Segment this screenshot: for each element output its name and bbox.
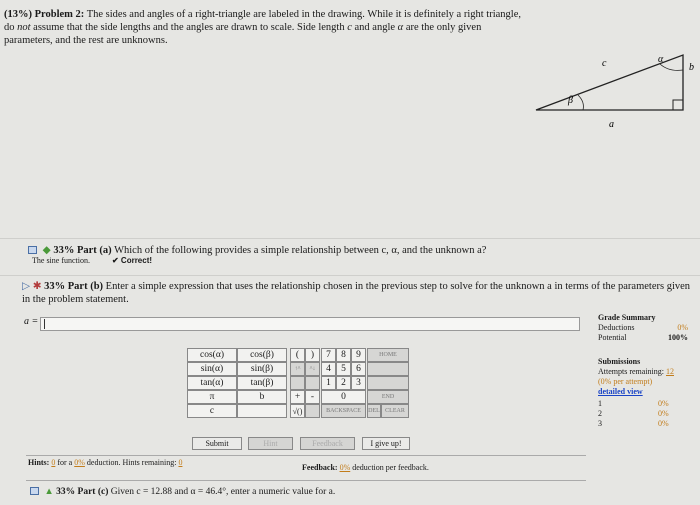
- row-1-number: 1: [598, 399, 602, 408]
- part-a-prefix: 33% Part (a): [53, 245, 112, 256]
- submissions-title: Submissions: [598, 357, 641, 366]
- divider: [0, 238, 700, 239]
- digit-5-button[interactable]: 5: [336, 362, 351, 376]
- end-button[interactable]: END: [367, 390, 409, 404]
- del-button[interactable]: DEL: [367, 404, 381, 418]
- part-a-question: Which of the following provides a simple relationship between c, α, and the unknown a?: [114, 245, 487, 256]
- part-a-status: ✔ Correct!: [111, 256, 153, 265]
- hints-value: 0: [51, 458, 56, 467]
- up-arrow-button[interactable]: ↑^: [290, 362, 305, 376]
- digit-8-button[interactable]: 8: [336, 348, 351, 362]
- digit-2-button[interactable]: 2: [336, 376, 351, 390]
- problem-text-c: c: [347, 22, 352, 33]
- cos-alpha-button[interactable]: cos(α): [187, 348, 237, 362]
- hints-for-a: for a: [57, 458, 73, 467]
- triangle-figure: [530, 40, 700, 130]
- digit-4-button[interactable]: 4: [321, 362, 336, 376]
- part-b-prefix: 33% Part (b): [44, 281, 104, 292]
- hint-button[interactable]: Hint: [248, 437, 293, 450]
- grade-summary: [598, 313, 688, 429]
- hints-deduction: deduction. Hints remaining:: [86, 458, 177, 467]
- blank-button: [290, 376, 305, 390]
- digit-3-button[interactable]: 3: [351, 376, 366, 390]
- tan-beta-button[interactable]: tan(β): [237, 376, 287, 390]
- problem-text-3: and angle: [351, 22, 398, 33]
- minus-button[interactable]: -: [305, 390, 320, 404]
- alert-icon: ▲: [44, 487, 54, 497]
- row-3-number: 3: [598, 419, 602, 428]
- down-arrow-button[interactable]: ^↓: [305, 362, 320, 376]
- hints-label: Hints:: [28, 458, 50, 467]
- close-paren-button[interactable]: ): [305, 348, 320, 362]
- detailed-view-link[interactable]: detailed view: [598, 387, 643, 396]
- blank-button: [305, 404, 320, 418]
- row-3-value: 0%: [658, 419, 669, 428]
- divider: [0, 275, 700, 276]
- potential-value: 100%: [668, 333, 688, 342]
- row-1-value: 0%: [658, 399, 669, 408]
- part-b-question: Enter a simple expression that uses the relationship chosen in the previous step to solve for the unknown a in terms of the parameters given in the problem statement.: [22, 281, 691, 305]
- problem-number: (13%) Problem 2:: [4, 9, 85, 20]
- divider: [26, 480, 586, 481]
- feedback-pct: 0%: [339, 463, 351, 472]
- answer-input[interactable]: [40, 317, 580, 331]
- input-caret: [44, 319, 45, 329]
- hints-pct: 0%: [74, 458, 85, 467]
- problem-text-1: The sides and angles of a right-triangle are labeled in the drawing. While it is definitely a right triangle, do: [4, 9, 521, 33]
- per-attempt: (0% per attempt): [598, 377, 653, 386]
- part-a-answer: The sine function.: [32, 256, 90, 265]
- problem-text-4: are the only given parameters, and the rest are unknowns.: [4, 22, 482, 46]
- digit-1-button[interactable]: 1: [321, 376, 336, 390]
- part-b-header: [22, 280, 698, 306]
- blank-button: [305, 376, 320, 390]
- label-beta: β: [568, 95, 573, 106]
- clear-button[interactable]: CLEAR: [381, 404, 409, 418]
- attempts-value: 12: [666, 367, 674, 376]
- part-c-text: Given c = 12.88 and α = 46.4°, enter a numeric value for a.: [110, 487, 336, 497]
- cos-beta-button[interactable]: cos(β): [237, 348, 287, 362]
- give-up-button[interactable]: I give up!: [362, 437, 410, 450]
- submit-button[interactable]: Submit: [192, 437, 242, 450]
- potential-label: Potential: [598, 333, 627, 342]
- answer-input-label: a =: [24, 316, 39, 327]
- plus-button[interactable]: +: [290, 390, 305, 404]
- blank-button: [367, 362, 409, 376]
- digit-6-button[interactable]: 6: [351, 362, 366, 376]
- label-alpha: α: [658, 54, 664, 65]
- part-c-prefix: 33% Part (c): [56, 487, 109, 497]
- sqrt-button[interactable]: √(): [290, 404, 305, 418]
- part-a-answer-row: [32, 256, 152, 265]
- problem-text-not: not: [17, 22, 31, 33]
- c-button[interactable]: c: [187, 404, 237, 418]
- attempts-label: Attempts remaining:: [598, 367, 664, 376]
- label-a: a: [609, 119, 614, 130]
- feedback-button[interactable]: Feedback: [300, 437, 355, 450]
- tan-alpha-button[interactable]: tan(α): [187, 376, 237, 390]
- problem-text-alpha: α: [397, 22, 404, 33]
- problem-statement: [4, 8, 524, 47]
- hints-row: [26, 455, 586, 475]
- blank-button: [367, 376, 409, 390]
- feedback-label: Feedback:: [302, 463, 338, 472]
- problem-text-2: assume that the side lengths and the angles are drawn to scale. Side length: [30, 22, 348, 33]
- row-2-number: 2: [598, 409, 602, 418]
- row-2-value: 0%: [658, 409, 669, 418]
- deductions-value: 0%: [677, 323, 688, 332]
- feedback-text: deduction per feedback.: [352, 463, 429, 472]
- warning-icon: ✱: [32, 281, 42, 292]
- grade-summary-title: Grade Summary: [598, 313, 656, 322]
- open-paren-button[interactable]: (: [290, 348, 305, 362]
- backspace-button[interactable]: BACKSPACE: [321, 404, 366, 418]
- pi-button[interactable]: π: [187, 390, 237, 404]
- digit-9-button[interactable]: 9: [351, 348, 366, 362]
- deductions-label: Deductions: [598, 323, 635, 332]
- hints-remaining: 0: [178, 458, 183, 467]
- collapse-icon[interactable]: [30, 487, 39, 495]
- collapse-icon[interactable]: [28, 246, 37, 254]
- digit-7-button[interactable]: 7: [321, 348, 336, 362]
- expand-arrow-icon[interactable]: ▷: [22, 281, 31, 292]
- label-c: c: [602, 58, 607, 69]
- digit-0-button[interactable]: 0: [321, 390, 366, 404]
- submission-rows: [598, 399, 688, 429]
- part-c-header: [30, 486, 335, 499]
- label-b: b: [689, 62, 694, 73]
- checkmark-icon: ◆: [42, 245, 51, 256]
- home-button[interactable]: HOME: [367, 348, 409, 362]
- sin-alpha-button[interactable]: sin(α): [187, 362, 237, 376]
- b-button[interactable]: b: [237, 390, 287, 404]
- sin-beta-button[interactable]: sin(β): [237, 362, 287, 376]
- empty-button[interactable]: [237, 404, 287, 418]
